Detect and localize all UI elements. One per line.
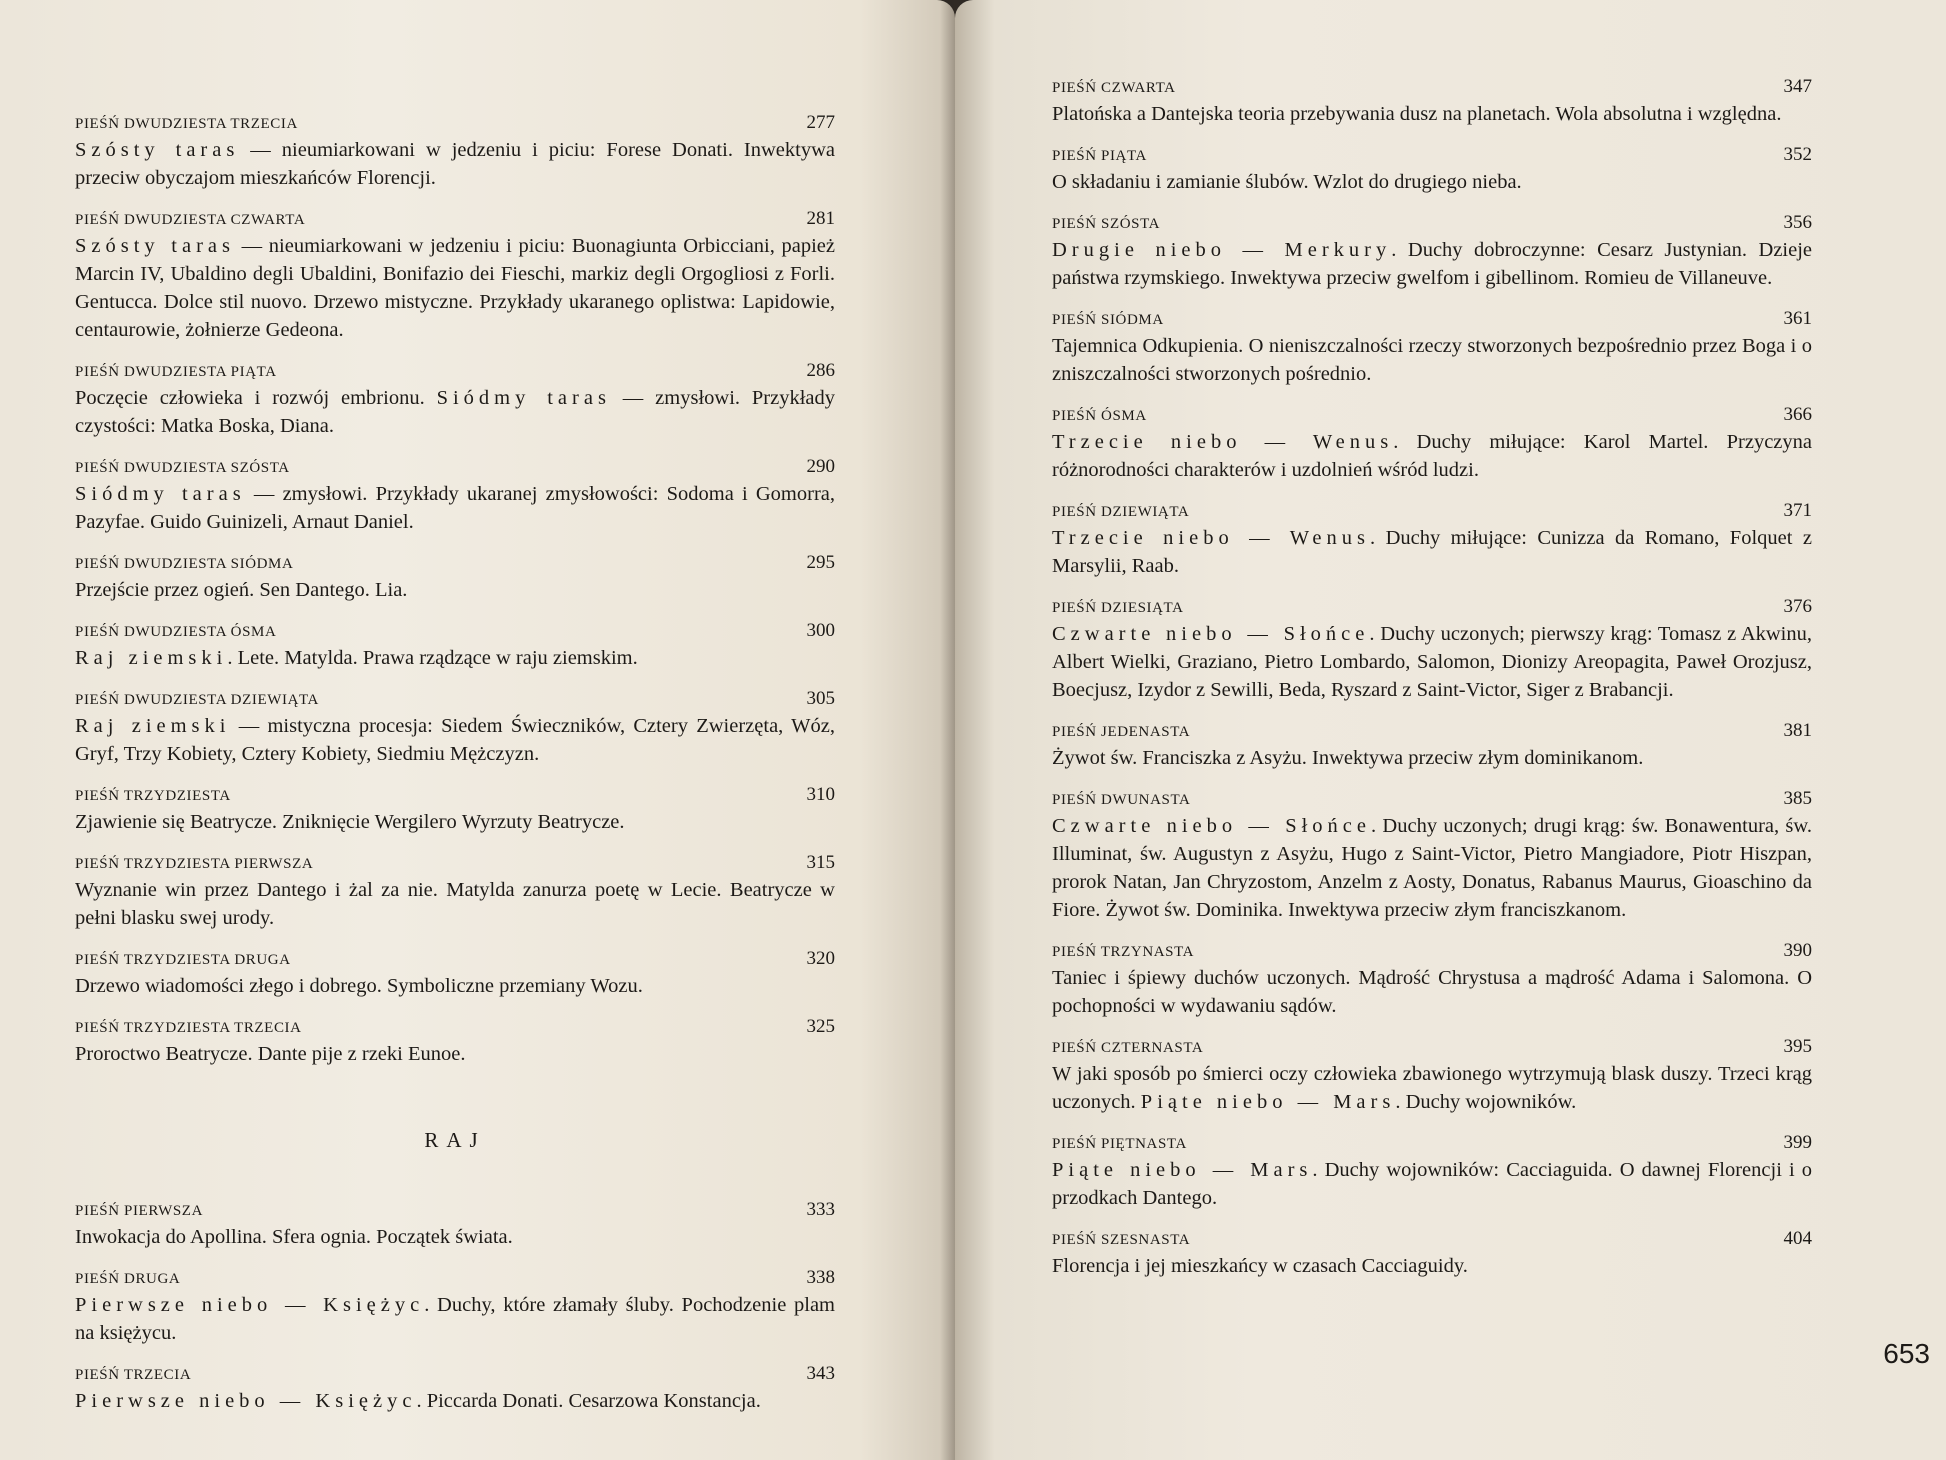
canto-summary xyxy=(75,644,835,672)
page-ref: 325 xyxy=(806,1016,835,1037)
summary-text: Przejście przez ogień. Sen Dantego. Lia. xyxy=(75,579,408,601)
summary-text: Wyznanie win przez Dantego i żal za nie. Matylda zanurza poetę w Lecie. Beatrycze w pełni blasku swej urody. xyxy=(75,879,835,929)
entry-header xyxy=(1052,788,1812,810)
right-entries xyxy=(1052,76,1812,1280)
summary-text: . Duchy wojowników. xyxy=(1395,1091,1577,1113)
canto-summary xyxy=(75,384,835,440)
canto-summary xyxy=(75,480,835,536)
canto-summary xyxy=(1052,100,1812,128)
summary-text: — zmysłowi. Przykłady czystości: Matka Boska, Diana. xyxy=(75,387,835,437)
canto-title: PIEŚŃ PIERWSZA xyxy=(75,1203,203,1219)
entry-header xyxy=(75,1016,835,1038)
page-ref: 315 xyxy=(806,852,835,873)
page-ref: 361 xyxy=(1783,308,1812,329)
page-ref: 366 xyxy=(1783,404,1812,425)
left-entries-raj xyxy=(75,1199,835,1415)
canto-summary xyxy=(75,972,835,1000)
page-ref: 343 xyxy=(806,1363,835,1384)
summary-text: . Duchy wojowników: Cacciaguida. O dawnej Florencji i o przodkach Dantego. xyxy=(1052,1159,1812,1209)
canto-title: PIEŚŃ PIĘTNASTA xyxy=(1052,1136,1187,1152)
summary-text: Żywot św. Franciszka z Asyżu. Inwektywa przeciw złym dominikanom. xyxy=(1052,747,1644,769)
spaced-heading: Raj ziemski xyxy=(75,647,228,669)
toc-entry xyxy=(1052,596,1812,704)
summary-text: Tajemnica Odkupienia. O nieniszczalności rzeczy stworzonych bezpośrednio przez Boga i o zniszczalności stworzonych pośrednio. xyxy=(1052,335,1812,385)
spaced-heading: Drugie niebo — Merkury xyxy=(1052,239,1392,261)
entry-header xyxy=(1052,308,1812,330)
spaced-heading: Piąte niebo — Mars xyxy=(1140,1091,1396,1113)
page-ref: 290 xyxy=(806,456,835,477)
summary-lead: Poczęcie człowieka i rozwój embrionu. xyxy=(75,387,437,409)
page-ref: 286 xyxy=(806,360,835,381)
toc-entry xyxy=(1052,76,1812,128)
canto-title: PIEŚŃ DWUDZIESTA DZIEWIĄTA xyxy=(75,692,319,708)
canto-summary xyxy=(1052,524,1812,580)
page-ref: 390 xyxy=(1783,940,1812,961)
page-ref: 385 xyxy=(1783,788,1812,809)
canto-title: PIEŚŃ DWUDZIESTA CZWARTA xyxy=(75,212,306,228)
page-ref: 347 xyxy=(1783,76,1812,97)
summary-text: — mistyczna procesja: Siedem Świeczników, Cztery Zwierzęta, Wóz, Gryf, Trzy Kobiety, Cztery Kobiety, Siedmiu Mężczyzn. xyxy=(75,715,835,765)
entry-header xyxy=(75,1363,835,1385)
spaced-heading: Szósty taras xyxy=(75,235,236,257)
toc-entry xyxy=(75,112,835,192)
page-ref: 381 xyxy=(1783,720,1812,741)
entry-header xyxy=(75,456,835,478)
canto-summary xyxy=(75,576,835,604)
canto-summary xyxy=(1052,236,1812,292)
toc-entry xyxy=(75,456,835,536)
canto-title: PIEŚŃ SZESNASTA xyxy=(1052,1232,1191,1248)
canto-summary xyxy=(1052,744,1812,772)
canto-title: PIEŚŃ DZIESIĄTA xyxy=(1052,600,1184,616)
summary-text: . Duchy, które złamały śluby. Pochodzenie plam na księżycu. xyxy=(75,1294,835,1344)
entry-header xyxy=(1052,76,1812,98)
canto-title: PIEŚŃ SZÓSTA xyxy=(1052,216,1161,232)
entry-header xyxy=(1052,596,1812,618)
summary-text: Florencja i jej mieszkańcy w czasach Cacciaguidy. xyxy=(1052,1255,1468,1277)
spaced-heading: Siódmy taras xyxy=(436,387,611,409)
toc-entry xyxy=(1052,404,1812,484)
toc-entry xyxy=(75,1267,835,1347)
canto-summary xyxy=(1052,168,1812,196)
summary-text: Inwokacja do Apollina. Sfera ognia. Początek świata. xyxy=(75,1226,513,1248)
canto-summary xyxy=(75,808,835,836)
page-ref: 333 xyxy=(806,1199,835,1220)
canto-summary xyxy=(1052,964,1812,1020)
canto-title: PIEŚŃ DWUDZIESTA TRZECIA xyxy=(75,116,298,132)
summary-text: — nieumiarkowani w jedzeniu i piciu: Buonagiunta Orbicciani, papież Marcin IV, Ubaldino degli Ubaldini, Bonifazio dei Fieschi, markiz degli Orgogliosi z Forli. Gentucca. Dolce stil nuovo. Drzewo mistyczne. Przykłady ukaranego oplistwa: Lapidowie, centaurowie, żołnierze Gedeona. xyxy=(75,235,835,341)
toc-entry xyxy=(1052,720,1812,772)
spaced-heading: Czwarte niebo — Słońce xyxy=(1052,623,1370,645)
page-ref: 295 xyxy=(806,552,835,573)
toc-entry xyxy=(75,552,835,604)
summary-text: Drzewo wiadomości złego i dobrego. Symboliczne przemiany Wozu. xyxy=(75,975,643,997)
summary-text: Taniec i śpiewy duchów uczonych. Mądrość Chrystusa a mądrość Adama i Salomona. O pochopności w wydawaniu sądów. xyxy=(1052,967,1812,1017)
canto-summary xyxy=(1052,1060,1812,1116)
canto-summary xyxy=(1052,1156,1812,1212)
page-ref: 376 xyxy=(1783,596,1812,617)
left-column xyxy=(75,112,835,1431)
right-column xyxy=(1052,76,1812,1296)
page-ref: 352 xyxy=(1783,144,1812,165)
spaced-heading: Czwarte niebo — Słońce xyxy=(1052,815,1371,837)
toc-entry xyxy=(1052,1228,1812,1280)
left-entries xyxy=(75,112,835,1068)
summary-text: . Lete. Matylda. Prawa rządzące w raju ziemskim. xyxy=(227,647,638,669)
toc-entry xyxy=(1052,788,1812,924)
toc-entry xyxy=(75,1363,835,1415)
canto-summary xyxy=(1052,428,1812,484)
summary-lead: W jaki sposób po śmierci oczy człowieka zbawionego wytrzymują blask duszy. Trzeci krąg uczonych. xyxy=(1052,1063,1812,1113)
entry-header xyxy=(75,360,835,382)
entry-header xyxy=(1052,144,1812,166)
canto-title: PIEŚŃ DWUDZIESTA SIÓDMA xyxy=(75,556,294,572)
canto-summary xyxy=(75,1291,835,1347)
summary-text: — nieumiarkowani w jedzeniu i piciu: Forese Donati. Inwektywa przeciw obyczajom mieszkańców Florencji. xyxy=(75,139,835,189)
canto-summary xyxy=(1052,812,1812,924)
entry-header xyxy=(75,112,835,134)
entry-header xyxy=(1052,212,1812,234)
canto-title: PIEŚŃ TRZYDZIESTA TRZECIA xyxy=(75,1020,302,1036)
spaced-heading: Trzecie niebo — Wenus xyxy=(1052,527,1370,549)
summary-text: Proroctwo Beatrycze. Dante pije z rzeki Eunoe. xyxy=(75,1043,466,1065)
entry-header xyxy=(1052,720,1812,742)
entry-header xyxy=(75,208,835,230)
entry-header xyxy=(75,948,835,970)
canto-title: PIEŚŃ TRZYDZIESTA PIERWSZA xyxy=(75,856,314,872)
spaced-heading: Pierwsze niebo — Księżyc xyxy=(75,1294,425,1316)
spaced-heading: Piąte niebo — Mars xyxy=(1052,1159,1313,1181)
toc-entry xyxy=(75,1016,835,1068)
page-ref: 338 xyxy=(806,1267,835,1288)
page-ref: 399 xyxy=(1783,1132,1812,1153)
page-ref: 300 xyxy=(806,620,835,641)
summary-text: . Duchy miłujące: Karol Martel. Przyczyna różnorodności charakterów i uzdolnień wśród ludzi. xyxy=(1052,431,1812,481)
canto-summary xyxy=(75,712,835,768)
page-ref: 320 xyxy=(806,948,835,969)
section-title: RAJ xyxy=(424,1128,486,1152)
canto-title: PIEŚŃ PIĄTA xyxy=(1052,148,1147,164)
entry-header xyxy=(75,620,835,642)
canto-title: PIEŚŃ DWUDZIESTA PIĄTA xyxy=(75,364,277,380)
summary-text: Zjawienie się Beatrycze. Zniknięcie Wergileго Wyrzuty Beatrycze. xyxy=(75,811,625,833)
toc-entry xyxy=(1052,1132,1812,1212)
summary-text: . Duchy uczonych; pierwszy krąg: Tomasz z Akwinu, Albert Wielki, Graziano, Pietro Lombardo, Salomon, Dionizy Areopagita, Paweł Orozjusz, Boecjusz, Izydor z Sewilli, Beda, Ryszard z Saint-Victor, Siger z Brabancji. xyxy=(1052,623,1813,701)
page-ref: 305 xyxy=(806,688,835,709)
summary-text: . Duchy uczonych; drugi krąg: św. Bonawentura, św. Illuminat, św. Augustyn z Asyżu, Hugo z Saint-Victor, Pietro Mangiadore, Piotr Hiszpan, prorok Natan, Jan Chryzostom, Anzelm z Aosty, Donatus, Rabanus Maurus, Gioaschino da Fiore. Żywot św. Dominika. Inwektywa przeciw złym franciszkanom. xyxy=(1052,815,1812,921)
page-ref: 310 xyxy=(806,784,835,805)
page-number: 653 xyxy=(1883,1338,1930,1369)
toc-entry xyxy=(75,1199,835,1251)
spaced-heading: Trzecie niebo — Wenus xyxy=(1052,431,1394,453)
canto-summary xyxy=(1052,1252,1812,1280)
page-ref: 404 xyxy=(1783,1228,1812,1249)
entry-header xyxy=(1052,1132,1812,1154)
summary-text: Platońska a Dantejska teoria przebywania dusz na planetach. Wola absolutna i względna. xyxy=(1052,103,1782,125)
canto-title: PIEŚŃ DWUDZIESTA SZÓSTA xyxy=(75,460,290,476)
entry-header xyxy=(75,688,835,710)
toc-entry xyxy=(75,620,835,672)
canto-title: PIEŚŃ DWUNASTA xyxy=(1052,792,1191,808)
canto-title: PIEŚŃ TRZYNASTA xyxy=(1052,944,1195,960)
canto-title: PIEŚŃ TRZECIA xyxy=(75,1367,192,1383)
page-ref: 371 xyxy=(1783,500,1812,521)
summary-text: . Duchy dobroczynne: Cesarz Justynian. Dzieje państwa rzymskiego. Inwektywa przeciw gwelfom i gibellinom. Romieu de Villaneuve. xyxy=(1052,239,1813,289)
canto-summary xyxy=(75,876,835,932)
canto-title: PIEŚŃ CZTERNASTA xyxy=(1052,1040,1204,1056)
canto-summary xyxy=(1052,620,1812,704)
canto-title: PIEŚŃ JEDENASTA xyxy=(1052,724,1191,740)
entry-header xyxy=(1052,404,1812,426)
toc-entry xyxy=(1052,1036,1812,1116)
spaced-heading: Siódmy taras xyxy=(75,483,246,505)
entry-header xyxy=(75,784,835,806)
canto-title: PIEŚŃ DZIEWIĄTA xyxy=(1052,504,1190,520)
toc-entry xyxy=(75,948,835,1000)
entry-header xyxy=(75,1267,835,1289)
entry-header xyxy=(1052,1228,1812,1250)
entry-header xyxy=(75,552,835,574)
canto-summary xyxy=(75,1040,835,1068)
toc-entry xyxy=(1052,500,1812,580)
canto-title: PIEŚŃ TRZYDZIESTA DRUGA xyxy=(75,952,291,968)
canto-title: PIEŚŃ TRZYDZIESTA xyxy=(75,788,231,804)
toc-entry xyxy=(75,688,835,768)
right-page xyxy=(955,0,1946,1460)
summary-text: . Piccarda Donati. Cesarzowa Konstancja. xyxy=(416,1390,761,1412)
canto-summary xyxy=(75,1223,835,1251)
spaced-heading: Pierwsze niebo — Księżyc xyxy=(75,1390,417,1412)
canto-title: PIEŚŃ DRUGA xyxy=(75,1271,181,1287)
canto-title: PIEŚŃ CZWARTA xyxy=(1052,80,1176,96)
summary-text: — zmysłowi. Przykłady ukaranej zmysłowości: Sodoma i Gomorra, Pazyfae. Guido Guinizeli, Arnaut Daniel. xyxy=(75,483,835,533)
page-ref: 395 xyxy=(1783,1036,1812,1057)
canto-title: PIEŚŃ ÓSMA xyxy=(1052,408,1147,424)
page-ref: 277 xyxy=(806,112,835,133)
spaced-heading: Szósty taras xyxy=(75,139,240,161)
summary-text: O składaniu i zamianie ślubów. Wzlot do drugiego nieba. xyxy=(1052,171,1522,193)
canto-summary xyxy=(75,1387,835,1415)
toc-entry xyxy=(1052,940,1812,1020)
left-page xyxy=(0,0,955,1460)
page-ref: 281 xyxy=(806,208,835,229)
summary-text: . Duchy miłujące: Cunizza da Romano, Folquet z Marsylii, Raab. xyxy=(1052,527,1812,577)
page-ref: 356 xyxy=(1783,212,1812,233)
toc-entry xyxy=(75,784,835,836)
toc-entry xyxy=(1052,144,1812,196)
entry-header xyxy=(1052,940,1812,962)
toc-entry xyxy=(75,852,835,932)
toc-entry xyxy=(1052,308,1812,388)
canto-summary xyxy=(1052,332,1812,388)
entry-header xyxy=(75,1199,835,1221)
toc-entry xyxy=(75,360,835,440)
canto-title: PIEŚŃ SIÓDMA xyxy=(1052,312,1164,328)
canto-summary xyxy=(75,136,835,192)
toc-entry xyxy=(1052,212,1812,292)
entry-header xyxy=(1052,1036,1812,1058)
toc-entry xyxy=(75,208,835,344)
canto-title: PIEŚŃ DWUDZIESTA ÓSMA xyxy=(75,624,277,640)
spaced-heading: Raj ziemski xyxy=(75,715,231,737)
entry-header xyxy=(1052,500,1812,522)
canto-summary xyxy=(75,232,835,344)
entry-header xyxy=(75,852,835,874)
